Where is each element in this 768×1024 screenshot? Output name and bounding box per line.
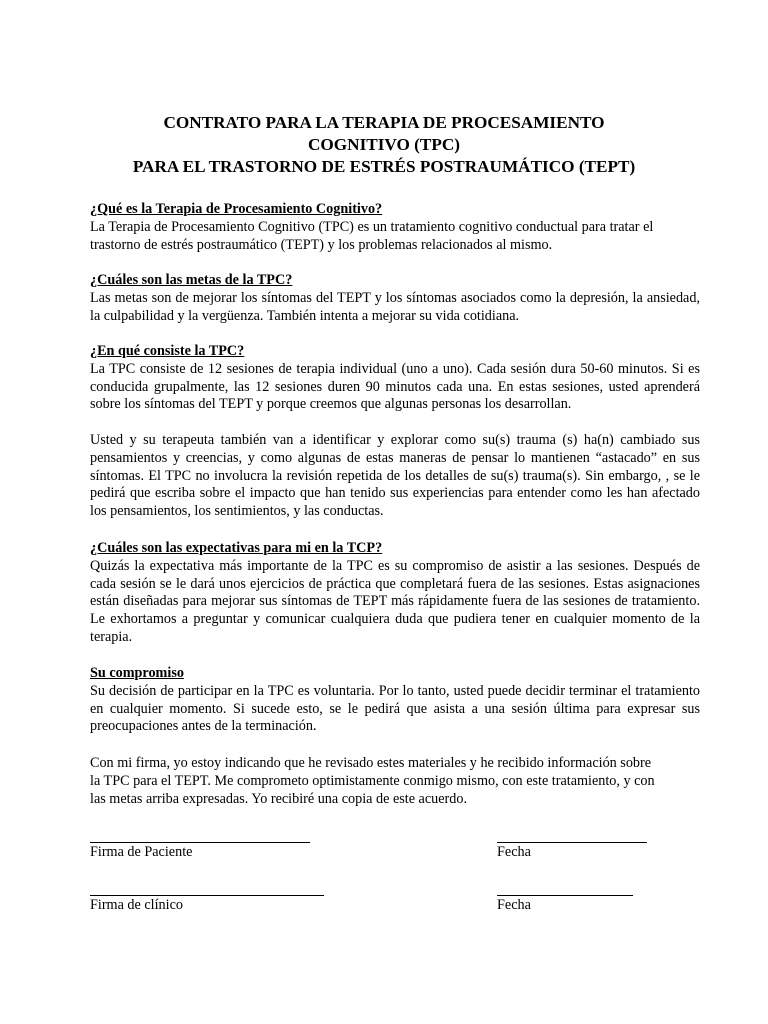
section-body: La Terapia de Procesamiento Cognitivo (TPC) es un tratamiento cognitivo conductual para tratar el trastorno de estrés postraumático (TEPT) y los problemas relacionados al mismo. [90,218,654,253]
section-expectativas [90,540,700,647]
section-body: Usted y su terapeuta también van a identificar y explorar como su(s) trauma (s) ha(n) cambiado sus pensamientos y creencias, y como algunas de estas maneras de pensar lo mantienen “astacado” en sus síntomas. El TPC no involucra la revisión repetida de los detalles de su(s) trauma(s). Sin embargo, , se le pedirá que escriba sobre el impacto que han tenido sus experiencias para entender como les han afectado los pensamientos, los sentimientos, y las conductas. [90,432,700,520]
title-line-3: PARA EL TRASTORNO DE ESTRÉS POSTRAUMÁTICO (TEPT) [132,157,636,176]
patient-date-line[interactable] [497,842,647,843]
consent-line: la TPC para el TEPT. Me comprometo optimistamente conmigo mismo, con este tratamiento, y con [90,772,655,789]
consent-line: Con mi firma, yo estoy indicando que he revisado estes materiales y he recibido información sobre [90,755,652,771]
section-compromiso [90,665,700,736]
consent-statement [90,755,700,808]
section-metas [90,272,700,325]
title-line-2: COGNITIVO (TPC) [308,135,460,154]
clinician-date-label: Fecha [497,897,531,913]
section-heading: ¿En qué consiste la TPC? [90,343,245,359]
title-line-1: CONTRATO PARA LA TERAPIA DE PROCESAMIENTO [163,113,605,132]
section-heading: ¿Cuáles son las expectativas para mi en la TCP? [90,540,383,556]
section-consiste [90,343,700,414]
patient-signature-line[interactable] [90,842,310,843]
section-heading: ¿Cuáles son las metas de la TPC? [90,272,293,288]
section-body: Las metas son de mejorar los síntomas del TEPT y los síntomas asociados como la depresión, la ansiedad, la culpabilidad y la vergüenza. También intenta a mejorar su vida cotidiana. [90,289,700,324]
clinician-signature-line[interactable] [90,895,324,896]
patient-date-label: Fecha [497,844,531,860]
section-consiste-continued [90,432,700,521]
patient-signature-label: Firma de Paciente [90,844,193,860]
section-body: La TPC consiste de 12 sesiones de terapia individual (uno a uno). Cada sesión dura 50-60 minutos. Si es conducida grupalmente, las 12 sesiones duren 90 minutos cada una. En estas sesiones, usted aprenderá sobre los síntomas del TEPT y porque creemos que algunas personas los desarrollan. [90,360,700,413]
clinician-signature-label: Firma de clínico [90,897,183,913]
section-heading: Su compromiso [90,665,184,681]
section-body: Quizás la expectativa más importante de la TPC es su compromiso de asistir a las sesiones. Después de cada sesión se le dará unos ejercicios de práctica que completará fuera de las sesiones. Estas asignaciones están diseñadas para mejorar sus síntomas de TEPT más rápidamente fuera de las sesiones de tratamiento. Le exhortamos a preguntar y comunicar cualquiera duda que pudiera tener en cualquier momento de la terapia. [90,557,700,645]
section-que-es [90,201,700,254]
section-body: Su decisión de participar en la TPC es voluntaria. Por lo tanto, usted puede decidir terminar el tratamiento en cualquier momento. Si sucede esto, se le pedirá que asista a una sesión última para expresar sus preocupaciones antes de la terminación. [90,682,700,735]
consent-line: las metas arriba expresadas. Yo recibiré una copia de este acuerdo. [90,790,467,807]
clinician-date-line[interactable] [497,895,633,896]
section-heading: ¿Qué es la Terapia de Procesamiento Cognitivo? [90,201,383,217]
document-title [40,112,728,178]
